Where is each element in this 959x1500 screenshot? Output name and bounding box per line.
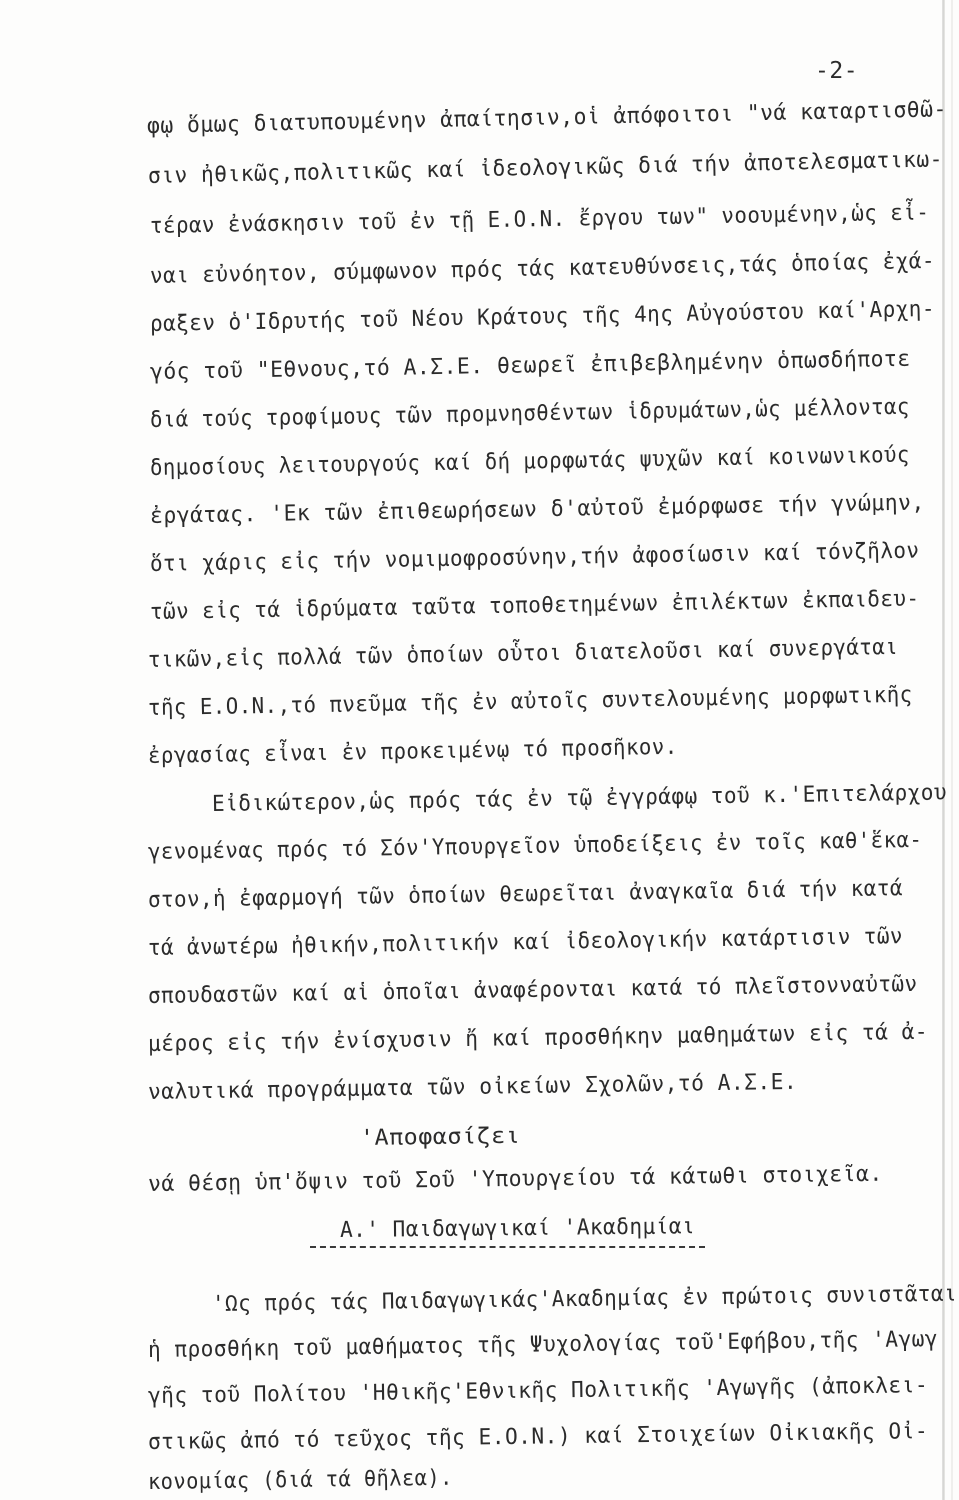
text-line: ναι εὐνόητον, σύμφωνον πρός τάς κατευθύνσεις,τάς ὁποίας ἐχά- xyxy=(149,248,936,289)
text-line: γός τοῦ "Εθνους,τό Α.Σ.Ε. θεωρεῖ ἐπιβεβλημένην ὁπωσδήποτε xyxy=(149,346,911,385)
text-line: ἡ προσθήκη τοῦ μαθήματος τῆς Ψυχολογίας τοῦ'Εφήβου,τῆς 'Αγωγ xyxy=(147,1326,939,1363)
text-line: γενομένας πρός τό Σόν'Υπουργεῖον ὑποδείξεις ἐν τοῖς καθ'ἕκα- xyxy=(147,827,923,865)
text-line: σιν ἠθικῶς,πολιτικῶς καί ἰδεολογικῶς διά τήν ἀποτελεσματικω- xyxy=(147,147,944,189)
text-line: ναλυτικά προγράμματα τῶν οἰκείων Σχολῶν,τό Α.Σ.Ε. xyxy=(147,1069,798,1105)
text-line: γῆς τοῦ Πολίτου 'Ηθικῆς'Εθνικῆς Πολιτικῆς 'Αγωγῆς (ἀποκλει- xyxy=(147,1373,929,1409)
text-line: κονομίας (διά τά θῆλεα). xyxy=(147,1465,453,1495)
text-line: δημοσίους λειτουργούς καί δή μορφωτάς ψυχῶν καί κοινωνικούς xyxy=(149,442,910,481)
text-line: ἐργάτας. 'Εκ τῶν ἐπιθεωρήσεων δ'αὐτοῦ ἐμόρφωσε τήν γνώμην, xyxy=(149,490,925,529)
text-line: τῆς Ε.Ο.Ν.,τό πνεῦμα τῆς ἐν αὐτοῖς συντελουμένης μορφωτικῆς xyxy=(147,682,913,721)
text-line: μέρος εἰς τήν ἐνίσχυσιν ἤ καί προσθήκην μαθημάτων εἰς τά ἀ- xyxy=(147,1019,929,1057)
text-line: 'Ως πρός τάς Παιδαγωγικάς'Ακαδημίας ἐν πρώτοις συνιστᾶται xyxy=(211,1281,958,1317)
text-line: ἐργασίας εἶναι ἐν προκειμένῳ τό προσῆκον. xyxy=(147,734,678,769)
text-line: τά ἀνωτέρω ἠθικήν,πολιτικήν καί ἰδεολογικήν κατάρτισιν τῶν xyxy=(147,924,904,961)
text-line: Εἰδικώτερον,ὡς πρός τάς ἐν τῷ ἐγγράφῳ τοῦ κ.'Επιτελάρχου xyxy=(211,780,948,817)
page-edge-shadow xyxy=(942,0,945,1500)
text-line: φῳ ὅμως διατυπουμένην ἀπαίτησιν,οἱ ἀπόφοιτοι "νά καταρτισθῶ- xyxy=(146,97,948,139)
section-heading: Α.' Παιδαγωγικαί 'Ακαδημίαι xyxy=(339,1214,696,1243)
text-line: νά θέσῃ ὑπ'ὄψιν τοῦ Σοῦ 'Υπουργείου τά κάτωθι στοιχεῖα. xyxy=(147,1161,883,1197)
text-line: ραξεν ὁ'Ιδρυτής τοῦ Νέου Κράτους τῆς 4ης Αὐγούστου καί'Αρχη- xyxy=(149,296,936,337)
text-line: τέραν ἐνάσκησιν τοῦ ἐν τῇ Ε.Ο.Ν. ἔργου των" νοουμένην,ὡς εἶ- xyxy=(149,200,930,239)
text-line: διά τούς τροφίμους τῶν προμνησθέντων ἱδρυμάτων,ὡς μέλλοντας xyxy=(149,394,910,433)
text-line: στικῶς ἀπό τό τεῦχος τῆς Ε.Ο.Ν.) καί Στοιχείων Οἰκιακῆς Οἰ- xyxy=(147,1419,929,1455)
text-line: ὅτι χάρις εἰς τήν νομιμοφροσύνην,τήν ἀφοσίωσιν καί τόνζῆλον xyxy=(149,538,920,577)
section-heading-underline xyxy=(310,1246,705,1248)
text-line: τῶν εἰς τά ἱδρύματα ταῦτα τοποθετημένων ἐπιλέκτων ἐκπαιδευ- xyxy=(149,586,920,625)
text-line: τικῶν,εἰς πολλά τῶν ὁποίων οὗτοι διατελοῦσι καί συνεργάται xyxy=(147,634,899,673)
text-line: στον,ἡ ἐφαρμογή τῶν ὁποίων θεωρεῖται ἀναγκαῖα διά τήν κατά xyxy=(147,876,904,913)
decision-heading: 'Αποφασίζει xyxy=(359,1123,521,1151)
page-edge-line xyxy=(951,0,953,1500)
page-number: -2- xyxy=(815,58,859,84)
text-line: σπουδαστῶν καί αἱ ὁποῖαι ἀναφέρονται κατά τό πλεῖστονναὐτῶν xyxy=(147,971,918,1009)
